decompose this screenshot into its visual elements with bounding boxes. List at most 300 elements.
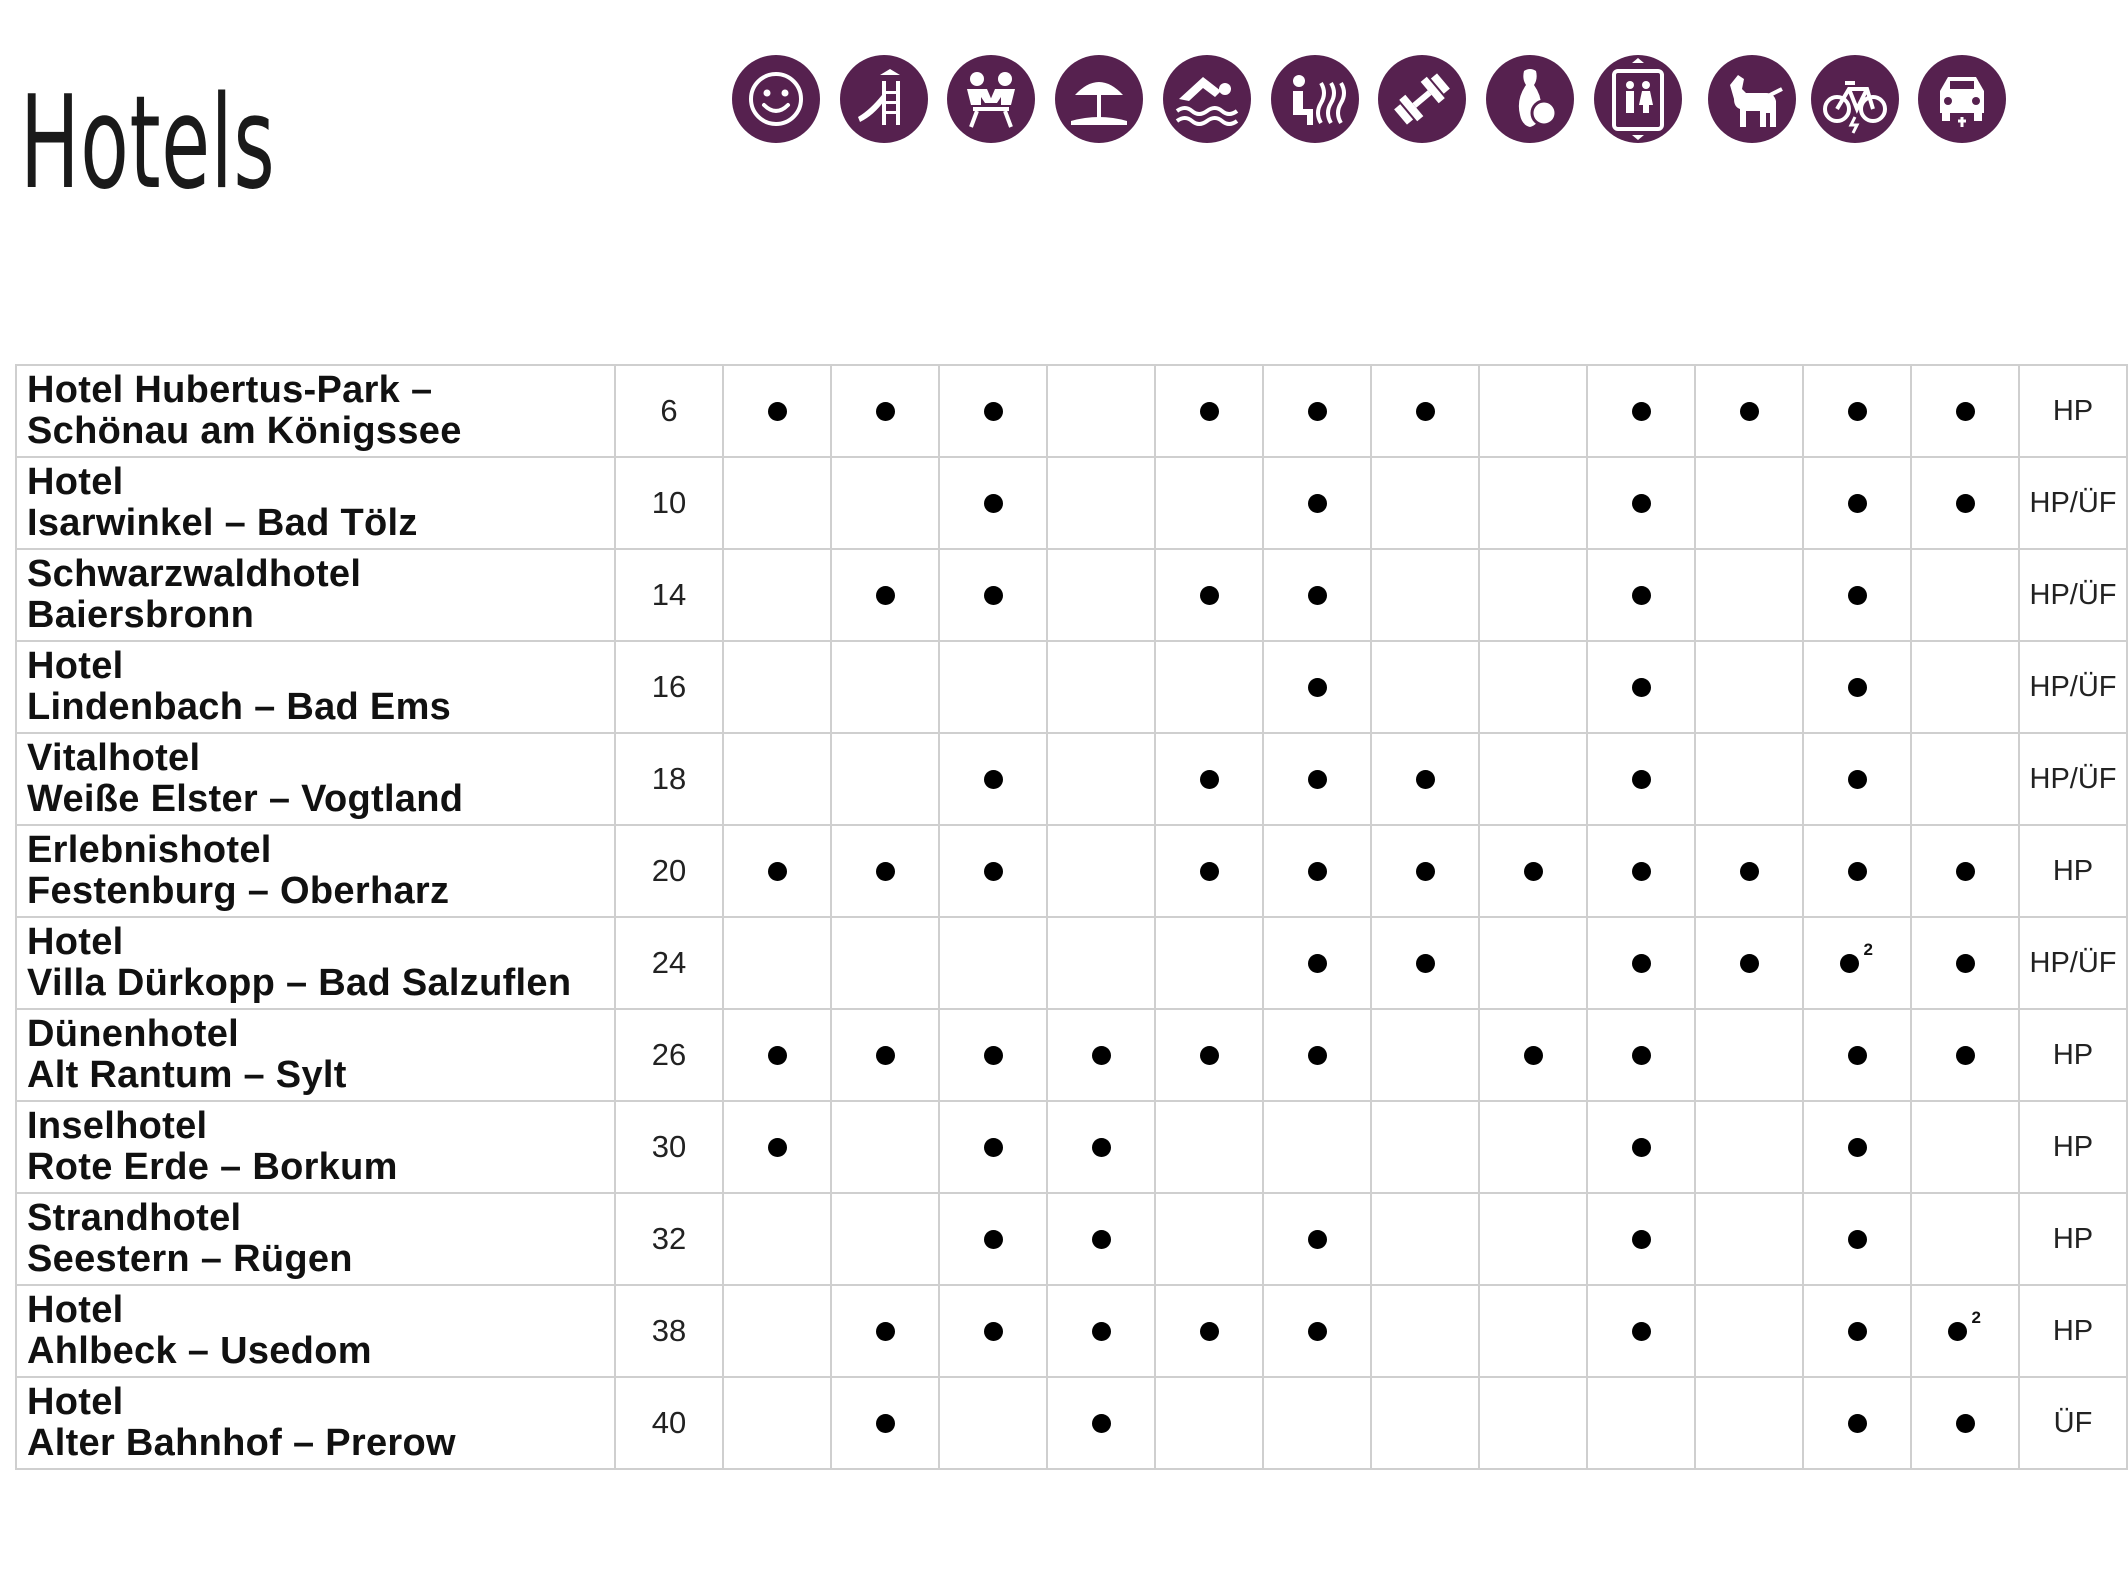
amenity-available-dot — [876, 1322, 895, 1341]
amenity-available-dot — [1308, 770, 1327, 789]
amenity-cell-beach-umbrella — [1047, 1193, 1155, 1285]
hotel-name-line: Hotel — [27, 921, 124, 963]
playground-slide-icon — [840, 55, 928, 143]
board-type-cell: HP — [2019, 825, 2127, 917]
amenity-cell-ev-car-charging — [1911, 549, 2019, 641]
amenity-available-dot — [1632, 1138, 1651, 1157]
amenity-available-dot — [1200, 770, 1219, 789]
amenity-cell-sauna-wellness — [1263, 1009, 1371, 1101]
amenity-cell-fitness-dumbbell — [1371, 1377, 1479, 1469]
hotel-name-cell — [16, 365, 615, 457]
amenity-cell-elevator — [1587, 1101, 1695, 1193]
amenity-cell-bowling — [1479, 365, 1587, 457]
amenity-available-dot — [1524, 862, 1543, 881]
hotel-name-line: Hotel — [27, 461, 124, 503]
amenity-available-dot — [1740, 954, 1759, 973]
amenity-cell-playground-slide — [831, 917, 939, 1009]
amenity-available-dot — [1308, 862, 1327, 881]
amenity-cell-sauna-wellness — [1263, 549, 1371, 641]
amenity-cell-bowling — [1479, 1101, 1587, 1193]
amenity-available-dot — [876, 586, 895, 605]
amenity-available-dot — [1092, 1230, 1111, 1249]
amenity-available-dot — [1848, 1138, 1867, 1157]
amenity-available-dot — [1092, 1138, 1111, 1157]
amenity-cell-fitness-dumbbell — [1371, 641, 1479, 733]
amenity-available-dot — [984, 402, 1003, 421]
amenity-cell-playground-slide — [831, 1377, 939, 1469]
hotel-name-cell — [16, 1377, 615, 1469]
amenity-cell-ev-car-charging — [1911, 1101, 2019, 1193]
amenity-cell-beach-umbrella — [1047, 365, 1155, 457]
amenity-available-dot — [1308, 954, 1327, 973]
amenity-cell-smiley — [723, 1009, 831, 1101]
page-number-cell: 6 — [615, 365, 723, 457]
footnote-marker: 2 — [1971, 1307, 1981, 1327]
amenity-available-dot — [1848, 402, 1867, 421]
hotel-name-line: Ahlbeck – Usedom — [27, 1330, 372, 1372]
amenity-cell-dog-allowed — [1695, 1285, 1803, 1377]
hotel-row — [16, 1101, 2127, 1193]
amenity-cell-dog-allowed — [1695, 549, 1803, 641]
hotel-name-line: Hotel — [27, 645, 124, 687]
amenity-cell-elevator — [1587, 641, 1695, 733]
amenity-available-dot — [1948, 1307, 1981, 1341]
footnote-marker: 2 — [1863, 939, 1873, 959]
page-number-cell: 20 — [615, 825, 723, 917]
hotel-name-line: Erlebnishotel — [27, 829, 272, 871]
amenity-cell-e-bike-charging — [1803, 1193, 1911, 1285]
e-bike-charging-icon — [1811, 55, 1899, 143]
page-number-cell: 32 — [615, 1193, 723, 1285]
amenity-cell-beach-umbrella — [1047, 733, 1155, 825]
amenity-cell-restaurant — [939, 641, 1047, 733]
hotel-name-line: Villa Dürkopp – Bad Salzuflen — [27, 962, 572, 1004]
amenity-cell-playground-slide — [831, 1285, 939, 1377]
board-type-cell: HP — [2019, 1285, 2127, 1377]
board-type-cell: ÜF — [2019, 1377, 2127, 1469]
amenity-cell-ev-car-charging — [1911, 733, 2019, 825]
hotel-row — [16, 825, 2127, 917]
hotel-name-cell — [16, 1101, 615, 1193]
amenity-cell-beach-umbrella — [1047, 1285, 1155, 1377]
amenity-available-dot — [1200, 1046, 1219, 1065]
amenity-cell-ev-car-charging — [1911, 641, 2019, 733]
amenity-available-dot — [1840, 939, 1873, 973]
amenity-available-dot — [1200, 1322, 1219, 1341]
board-type-cell: HP — [2019, 1009, 2127, 1101]
amenity-cell-dog-allowed — [1695, 1101, 1803, 1193]
hotel-name-line: Alter Bahnhof – Prerow — [27, 1422, 456, 1464]
amenity-available-dot — [1632, 494, 1651, 513]
amenity-available-dot — [1848, 678, 1867, 697]
amenity-cell-ev-car-charging — [1911, 1193, 2019, 1285]
hotel-row — [16, 549, 2127, 641]
amenity-cell-fitness-dumbbell — [1371, 1285, 1479, 1377]
amenity-cell-dog-allowed — [1695, 641, 1803, 733]
amenity-cell-dog-allowed — [1695, 1193, 1803, 1285]
amenity-cell-smiley — [723, 1285, 831, 1377]
amenity-available-dot — [1092, 1322, 1111, 1341]
hotel-name-cell — [16, 1009, 615, 1101]
amenity-available-dot — [1632, 1046, 1651, 1065]
page-number-cell: 10 — [615, 457, 723, 549]
amenity-available-dot — [984, 586, 1003, 605]
amenity-cell-smiley — [723, 1101, 831, 1193]
amenity-available-dot — [768, 862, 787, 881]
amenity-cell-sauna-wellness — [1263, 825, 1371, 917]
amenity-available-dot — [1200, 586, 1219, 605]
amenity-cell-beach-umbrella — [1047, 1377, 1155, 1469]
hotel-name-line: Alt Rantum – Sylt — [27, 1054, 347, 1096]
amenity-available-dot — [1308, 678, 1327, 697]
ev-car-charging-icon — [1918, 55, 2006, 143]
board-type-cell: HP/ÜF — [2019, 733, 2127, 825]
amenity-available-dot — [1956, 1046, 1975, 1065]
hotel-row — [16, 641, 2127, 733]
board-type-cell: HP — [2019, 365, 2127, 457]
hotel-name-line: Vitalhotel — [27, 737, 201, 779]
amenity-cell-beach-umbrella — [1047, 1101, 1155, 1193]
amenity-cell-elevator — [1587, 1009, 1695, 1101]
page-number-cell: 16 — [615, 641, 723, 733]
amenity-cell-elevator — [1587, 365, 1695, 457]
hotel-name-line: Lindenbach – Bad Ems — [27, 686, 452, 728]
hotel-amenity-table — [15, 364, 2128, 1470]
amenity-available-dot — [1308, 1230, 1327, 1249]
amenity-cell-e-bike-charging — [1803, 365, 1911, 457]
amenity-cell-beach-umbrella — [1047, 641, 1155, 733]
board-type-cell: HP — [2019, 1101, 2127, 1193]
hotel-name-line: Dünenhotel — [27, 1013, 239, 1055]
amenity-cell-swimming — [1155, 549, 1263, 641]
page-number-cell: 24 — [615, 917, 723, 1009]
amenity-cell-playground-slide — [831, 1009, 939, 1101]
amenity-available-dot — [1956, 1414, 1975, 1433]
amenity-cell-dog-allowed — [1695, 917, 1803, 1009]
amenity-cell-restaurant — [939, 1101, 1047, 1193]
amenity-available-dot — [1632, 770, 1651, 789]
amenity-cell-e-bike-charging — [1803, 549, 1911, 641]
amenity-available-dot — [1848, 586, 1867, 605]
amenity-cell-dog-allowed — [1695, 733, 1803, 825]
amenity-cell-dog-allowed — [1695, 457, 1803, 549]
amenity-available-dot — [1848, 862, 1867, 881]
amenity-cell-ev-car-charging — [1911, 457, 2019, 549]
amenity-available-dot — [1632, 402, 1651, 421]
swimming-icon — [1163, 55, 1251, 143]
amenity-cell-swimming — [1155, 1009, 1263, 1101]
hotel-name-cell — [16, 1285, 615, 1377]
amenity-available-dot — [984, 1230, 1003, 1249]
amenity-cell-elevator — [1587, 1193, 1695, 1285]
amenity-cell-bowling — [1479, 549, 1587, 641]
amenity-available-dot — [1956, 954, 1975, 973]
hotel-name-cell — [16, 733, 615, 825]
amenity-cell-ev-car-charging — [1911, 1009, 2019, 1101]
amenity-available-dot — [984, 494, 1003, 513]
amenity-cell-bowling — [1479, 1377, 1587, 1469]
hotel-name-cell — [16, 641, 615, 733]
amenity-cell-e-bike-charging — [1803, 641, 1911, 733]
amenity-cell-elevator — [1587, 549, 1695, 641]
restaurant-icon — [947, 55, 1035, 143]
amenity-cell-playground-slide — [831, 641, 939, 733]
amenity-cell-smiley — [723, 549, 831, 641]
amenity-available-dot — [768, 1046, 787, 1065]
amenity-available-dot — [1416, 954, 1435, 973]
board-type-cell: HP/ÜF — [2019, 457, 2127, 549]
amenity-cell-fitness-dumbbell — [1371, 1009, 1479, 1101]
amenity-cell-e-bike-charging — [1803, 457, 1911, 549]
amenity-cell-bowling — [1479, 1193, 1587, 1285]
amenity-cell-elevator — [1587, 825, 1695, 917]
amenity-cell-smiley — [723, 825, 831, 917]
amenity-available-dot — [1740, 862, 1759, 881]
amenity-cell-restaurant — [939, 1285, 1047, 1377]
dog-allowed-icon — [1708, 55, 1796, 143]
amenity-available-dot — [1848, 1230, 1867, 1249]
amenity-cell-smiley — [723, 365, 831, 457]
hotel-name-line: Strandhotel — [27, 1197, 242, 1239]
amenity-available-dot — [1416, 862, 1435, 881]
amenity-cell-playground-slide — [831, 733, 939, 825]
amenity-cell-e-bike-charging — [1803, 917, 1911, 1009]
amenity-cell-sauna-wellness — [1263, 917, 1371, 1009]
amenity-cell-beach-umbrella — [1047, 457, 1155, 549]
amenity-cell-restaurant — [939, 549, 1047, 641]
page-number-cell: 40 — [615, 1377, 723, 1469]
amenity-cell-beach-umbrella — [1047, 917, 1155, 1009]
amenity-available-dot — [984, 1138, 1003, 1157]
amenity-available-dot — [984, 1046, 1003, 1065]
amenity-cell-restaurant — [939, 457, 1047, 549]
amenity-available-dot — [1848, 1046, 1867, 1065]
amenity-cell-smiley — [723, 1377, 831, 1469]
hotel-name-line: Inselhotel — [27, 1105, 208, 1147]
amenity-cell-restaurant — [939, 1377, 1047, 1469]
amenity-cell-swimming — [1155, 1377, 1263, 1469]
hotel-name-cell — [16, 549, 615, 641]
amenity-available-dot — [1308, 402, 1327, 421]
hotel-row — [16, 733, 2127, 825]
amenity-cell-e-bike-charging — [1803, 1377, 1911, 1469]
hotel-name-line: Hotel Hubertus-Park – — [27, 369, 433, 411]
amenity-cell-fitness-dumbbell — [1371, 1193, 1479, 1285]
amenity-cell-restaurant — [939, 825, 1047, 917]
hotel-name-line: Weiße Elster – Vogtland — [27, 778, 464, 820]
amenity-cell-swimming — [1155, 825, 1263, 917]
amenity-cell-swimming — [1155, 1101, 1263, 1193]
amenity-cell-dog-allowed — [1695, 825, 1803, 917]
hotel-name-line: Rote Erde – Borkum — [27, 1146, 398, 1188]
hotel-name-line: Hotel — [27, 1381, 124, 1423]
amenity-cell-fitness-dumbbell — [1371, 825, 1479, 917]
amenity-cell-fitness-dumbbell — [1371, 549, 1479, 641]
amenity-cell-swimming — [1155, 917, 1263, 1009]
amenity-available-dot — [1632, 1322, 1651, 1341]
page-title: Hotels — [20, 69, 276, 218]
amenity-cell-e-bike-charging — [1803, 1285, 1911, 1377]
hotel-name-line: Festenburg – Oberharz — [27, 870, 450, 912]
amenity-cell-e-bike-charging — [1803, 825, 1911, 917]
amenity-cell-fitness-dumbbell — [1371, 1101, 1479, 1193]
amenity-cell-fitness-dumbbell — [1371, 733, 1479, 825]
hotel-row — [16, 1193, 2127, 1285]
sauna-wellness-icon — [1271, 55, 1359, 143]
amenity-available-dot — [1632, 1230, 1651, 1249]
amenity-available-dot — [1956, 494, 1975, 513]
amenity-cell-fitness-dumbbell — [1371, 457, 1479, 549]
amenity-cell-bowling — [1479, 641, 1587, 733]
amenity-available-dot — [1416, 402, 1435, 421]
amenity-cell-playground-slide — [831, 1193, 939, 1285]
amenity-cell-elevator — [1587, 1285, 1695, 1377]
hotel-name-cell — [16, 917, 615, 1009]
page-number-cell: 14 — [615, 549, 723, 641]
page-number-cell: 18 — [615, 733, 723, 825]
amenity-cell-sauna-wellness — [1263, 1193, 1371, 1285]
amenity-cell-swimming — [1155, 457, 1263, 549]
board-type-cell: HP/ÜF — [2019, 549, 2127, 641]
fitness-dumbbell-icon — [1378, 55, 1466, 143]
amenity-cell-sauna-wellness — [1263, 1101, 1371, 1193]
amenity-cell-e-bike-charging — [1803, 1101, 1911, 1193]
amenity-cell-fitness-dumbbell — [1371, 365, 1479, 457]
amenity-available-dot — [1848, 770, 1867, 789]
amenity-available-dot — [876, 1046, 895, 1065]
hotel-name-line: Isarwinkel – Bad Tölz — [27, 502, 418, 544]
hotel-row — [16, 457, 2127, 549]
amenity-cell-restaurant — [939, 1193, 1047, 1285]
amenity-cell-elevator — [1587, 1377, 1695, 1469]
hotel-name-cell — [16, 1193, 615, 1285]
amenity-available-dot — [876, 1414, 895, 1433]
hotel-row — [16, 1377, 2127, 1469]
amenity-cell-bowling — [1479, 457, 1587, 549]
page-number-cell: 38 — [615, 1285, 723, 1377]
amenity-available-dot — [1632, 862, 1651, 881]
amenity-cell-swimming — [1155, 1285, 1263, 1377]
amenity-available-dot — [1956, 402, 1975, 421]
beach-umbrella-icon — [1055, 55, 1143, 143]
hotel-name-line: Hotel — [27, 1289, 124, 1331]
amenity-cell-sauna-wellness — [1263, 365, 1371, 457]
amenity-cell-sauna-wellness — [1263, 1377, 1371, 1469]
amenity-available-dot — [1200, 862, 1219, 881]
bowling-icon — [1486, 55, 1574, 143]
amenity-available-dot — [1308, 1322, 1327, 1341]
hotel-name-cell — [16, 457, 615, 549]
amenity-cell-swimming — [1155, 365, 1263, 457]
amenity-cell-beach-umbrella — [1047, 825, 1155, 917]
page-number-cell: 30 — [615, 1101, 723, 1193]
amenity-cell-e-bike-charging — [1803, 1009, 1911, 1101]
amenity-cell-ev-car-charging — [1911, 917, 2019, 1009]
amenity-available-dot — [1632, 586, 1651, 605]
amenity-available-dot — [876, 862, 895, 881]
amenity-cell-sauna-wellness — [1263, 733, 1371, 825]
amenity-cell-sauna-wellness — [1263, 1285, 1371, 1377]
hotel-name-cell — [16, 825, 615, 917]
amenity-cell-playground-slide — [831, 365, 939, 457]
amenity-cell-dog-allowed — [1695, 1009, 1803, 1101]
smiley-icon — [732, 55, 820, 143]
amenity-cell-ev-car-charging — [1911, 1285, 2019, 1377]
amenity-cell-playground-slide — [831, 825, 939, 917]
amenity-available-dot — [984, 1322, 1003, 1341]
amenity-cell-restaurant — [939, 917, 1047, 1009]
amenity-available-dot — [768, 1138, 787, 1157]
amenity-available-dot — [984, 862, 1003, 881]
hotel-name-line: Schwarzwaldhotel — [27, 553, 362, 595]
amenity-available-dot — [768, 402, 787, 421]
amenity-available-dot — [1092, 1046, 1111, 1065]
amenity-cell-bowling — [1479, 825, 1587, 917]
hotel-name-line: Baiersbronn — [27, 594, 255, 636]
amenity-available-dot — [984, 770, 1003, 789]
amenity-cell-smiley — [723, 457, 831, 549]
amenity-cell-swimming — [1155, 733, 1263, 825]
amenity-available-dot — [1308, 1046, 1327, 1065]
amenity-cell-elevator — [1587, 457, 1695, 549]
amenity-available-dot — [1956, 862, 1975, 881]
amenity-cell-dog-allowed — [1695, 1377, 1803, 1469]
amenity-available-dot — [876, 402, 895, 421]
board-type-cell: HP/ÜF — [2019, 917, 2127, 1009]
amenity-cell-bowling — [1479, 733, 1587, 825]
amenity-available-dot — [1848, 494, 1867, 513]
amenity-available-dot — [1848, 1322, 1867, 1341]
amenity-cell-beach-umbrella — [1047, 549, 1155, 641]
amenity-cell-ev-car-charging — [1911, 365, 2019, 457]
amenity-cell-bowling — [1479, 1285, 1587, 1377]
amenity-cell-smiley — [723, 1193, 831, 1285]
amenity-available-dot — [1308, 494, 1327, 513]
amenity-cell-bowling — [1479, 917, 1587, 1009]
amenity-available-dot — [1632, 678, 1651, 697]
amenity-available-dot — [1416, 770, 1435, 789]
amenity-available-dot — [1308, 586, 1327, 605]
amenity-cell-beach-umbrella — [1047, 1009, 1155, 1101]
amenity-cell-smiley — [723, 641, 831, 733]
hotel-name-line: Schönau am Königssee — [27, 410, 462, 452]
amenity-cell-fitness-dumbbell — [1371, 917, 1479, 1009]
amenity-cell-playground-slide — [831, 549, 939, 641]
amenity-cell-swimming — [1155, 641, 1263, 733]
amenity-cell-restaurant — [939, 365, 1047, 457]
amenity-cell-ev-car-charging — [1911, 825, 2019, 917]
amenity-cell-dog-allowed — [1695, 365, 1803, 457]
hotel-row — [16, 1285, 2127, 1377]
amenity-cell-swimming — [1155, 1193, 1263, 1285]
amenity-available-dot — [1092, 1414, 1111, 1433]
amenity-cell-elevator — [1587, 733, 1695, 825]
elevator-icon — [1594, 55, 1682, 143]
amenity-cell-elevator — [1587, 917, 1695, 1009]
amenity-available-dot — [1200, 402, 1219, 421]
amenity-available-dot — [1848, 1414, 1867, 1433]
board-type-cell: HP — [2019, 1193, 2127, 1285]
amenity-cell-sauna-wellness — [1263, 457, 1371, 549]
hotel-name-line: Seestern – Rügen — [27, 1238, 353, 1280]
board-type-cell: HP/ÜF — [2019, 641, 2127, 733]
amenity-available-dot — [1524, 1046, 1543, 1065]
amenity-cell-playground-slide — [831, 457, 939, 549]
amenity-cell-bowling — [1479, 1009, 1587, 1101]
amenity-available-dot — [1740, 402, 1759, 421]
amenity-cell-restaurant — [939, 1009, 1047, 1101]
page-number-cell: 26 — [615, 1009, 723, 1101]
